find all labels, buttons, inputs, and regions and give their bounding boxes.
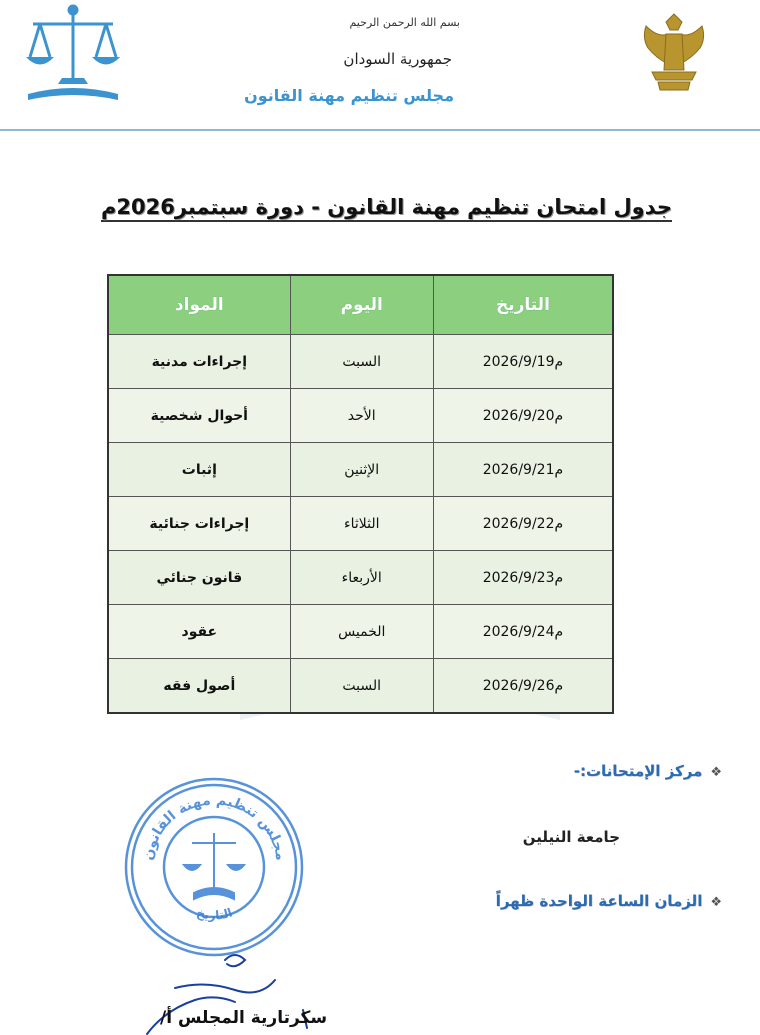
row-subject: قانون جنائي	[108, 551, 290, 605]
row-day: السبت	[290, 335, 433, 389]
table-row	[108, 605, 613, 659]
table-row	[108, 659, 613, 714]
secretariat-signature-line	[160, 1008, 327, 1028]
header-day: اليوم	[290, 275, 433, 335]
header-subject: المواد	[108, 275, 290, 335]
row-subject: إجراءات مدنية	[108, 335, 290, 389]
row-day: الثلاثاء	[290, 497, 433, 551]
row-date: 2026/9/23م	[433, 551, 613, 605]
row-date: 2026/9/26م	[433, 659, 613, 714]
republic-name: جمهورية السودان	[343, 50, 452, 68]
row-subject: أحوال شخصية	[108, 389, 290, 443]
row-day: الأربعاء	[290, 551, 433, 605]
exam-centre-row	[574, 762, 722, 780]
basmala: بسم الله الرحمن الرحيم	[349, 16, 460, 29]
header-divider	[0, 129, 760, 131]
table-row	[108, 389, 613, 443]
row-subject: عقود	[108, 605, 290, 659]
table-row	[108, 551, 613, 605]
council-name: مجلس تنظيم مهنة القانون	[244, 86, 454, 105]
header-date: التاريخ	[433, 275, 613, 335]
exam-time-row	[496, 892, 722, 910]
row-date: 2026/9/19م	[433, 335, 613, 389]
row-day: السبت	[290, 659, 433, 714]
exam-centre-label: مركز الإمتحانات:-	[573, 762, 703, 780]
exam-centre-value: جامعة النيلين	[522, 828, 620, 846]
national-emblem-logo	[638, 8, 710, 98]
row-subject: إثبات	[108, 443, 290, 497]
table-header-row	[108, 275, 613, 335]
exam-schedule-table	[107, 274, 614, 714]
row-day: الخميس	[290, 605, 433, 659]
svg-text:التاريخ	[195, 905, 234, 922]
secretariat-label: سكرتارية المجلس	[177, 1008, 328, 1028]
diamond-bullet-icon: ❖	[710, 765, 722, 780]
exam-time-label: الزمان الساعة الواحدة ظهراً	[495, 892, 703, 910]
table-row	[108, 443, 613, 497]
document-title: جدول امتحان تنظيم مهنة القانون - دورة سبتمبر2026م	[101, 195, 672, 222]
stamp-text: مجلس تنظيم مهنة القانون	[140, 792, 289, 862]
table-row	[108, 335, 613, 389]
stamp-date-label: التاريخ	[194, 905, 235, 923]
row-subject: أصول فقه	[108, 659, 290, 714]
secretariat-prefix: أ/	[160, 1008, 173, 1028]
diamond-bullet-icon: ❖	[710, 895, 722, 910]
row-day: الإثنين	[290, 443, 433, 497]
scales-of-justice-logo	[18, 2, 128, 112]
row-date: 2026/9/22م	[433, 497, 613, 551]
row-day: الأحد	[290, 389, 433, 443]
official-stamp	[122, 775, 307, 960]
row-subject: إجراءات جنائية	[108, 497, 290, 551]
row-date: 2026/9/20م	[433, 389, 613, 443]
row-date: 2026/9/24م	[433, 605, 613, 659]
table-row	[108, 497, 613, 551]
row-date: 2026/9/21م	[433, 443, 613, 497]
